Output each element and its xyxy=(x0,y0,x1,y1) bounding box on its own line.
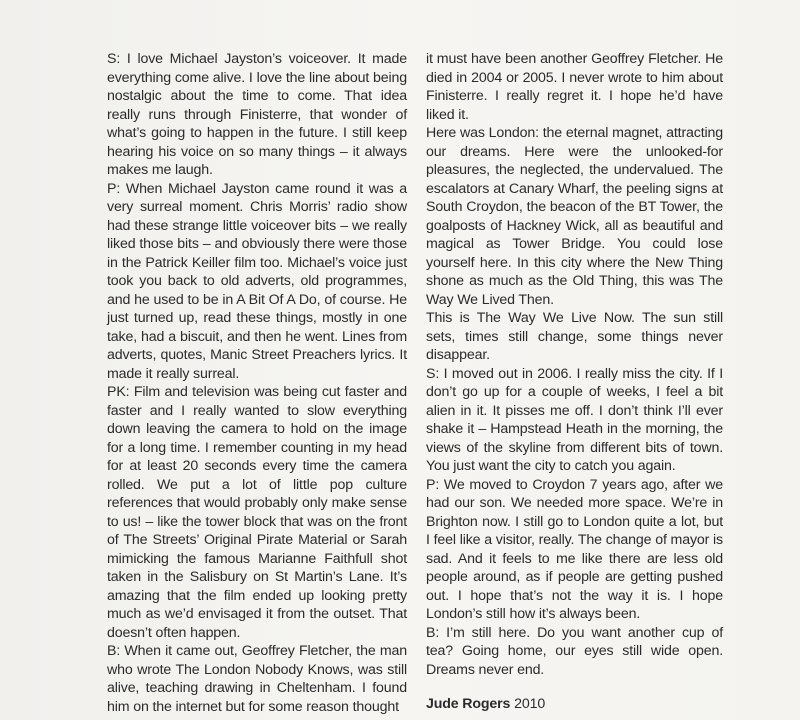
left-text-column xyxy=(107,50,407,716)
paragraph-here-was-london: Here was London: the eternal magnet, attracting our dreams. Here were the unlooked-for pleasures, the neglected, the undervalued. The escalators at Canary Wharf, the peeling signs at South Croydon, the beacon of the BT Tower, the goalposts of Hackney Wick, all as beautiful and magical as Tower Bridge. You could lose yourself here. In this city where the New Thing shone as much as the Old Thing, this was The Way We Lived Then. xyxy=(426,125,723,308)
paragraph-way-we-live-now: This is The Way We Live Now. The sun still sets, times still change, some things never disappear. xyxy=(426,310,723,363)
signature xyxy=(426,695,723,714)
paragraph-fletcher-continued: it must have been another Geoffrey Fletcher. He died in 2004 or 2005. I never wrote to him about Finisterre. I really regret it. I hope he’d have liked it. xyxy=(426,51,723,123)
paragraph-b-fletcher: B: When it came out, Geoffrey Fletcher, the man who wrote The London Nobody Knows, was still alive, teaching drawing in Cheltenham. I found him on the internet but for some reason thought xyxy=(107,643,407,715)
paragraph-s-voiceover: S: I love Michael Jayston’s voiceover. It made everything come alive. I love the line about being nostalgic about the time to come. That idea really runs through Finisterre, that wonder of what’s going to happen in the future. I still keep hearing his voice on so many things – it always makes me laugh. xyxy=(107,51,407,178)
signature-year: 2010 xyxy=(514,696,546,712)
paragraph-p-jayston: P: When Michael Jayston came round it was a very surreal moment. Chris Morris’ radio show had these strange little voiceover bits – we really liked those bits – and obviously there were those in the Patrick Keiller film too. Michael’s voice just took you back to old adverts, old programmes, and he used to be in A Bit Of A Do, of course. He just turned up, read these things, mostly in one take, had a biscuit, and then he went. Lines from adverts, quotes, Manic Street Preachers lyrics. It made it really surreal. xyxy=(107,180,407,382)
paragraph-b-still-here: B: I’m still here. Do you want another cup of tea? Going home, our eyes still wide open. Dreams never end. xyxy=(426,624,723,678)
author-name: Jude Rogers xyxy=(426,696,511,712)
paragraph-pk-film: PK: Film and television was being cut faster and faster and I really wanted to slow everything down leaving the camera to hold on the image for a long time. I remember counting in my head for at least 20 seconds every time the camera rolled. We put a lot of little pop culture references that would probably only make sense to us! – like the tower block that was on the front of The Streets’ Original Pirate Material or Sarah mimicking the famous Marianne Faithfull shot taken in the Salisbury on St Martin’s Lane. It’s amazing that the film ended up looking pretty much as we’d envisaged it from the outset. That doesn’t often happen. xyxy=(107,384,407,641)
paragraph-p-croydon: P: We moved to Croydon 7 years ago, after we had our son. We needed more space. We’re in Brighton now. I still go to London quite a lot, but I feel like a visitor, really. The change of mayor is sad. And it feels to me like there are less old people around, as if people are getting pushed out. I hope that’s not the way it is. I hope London’s still how it’s always been. xyxy=(426,476,723,622)
paragraph-s-moved-out: S: I moved out in 2006. I really miss the city. If I don’t go up for a couple of weeks, I feel a bit alien in it. It pisses me off. I don’t think I’ll ever shake it – Hampstead Heath in the morning, the views of the skyline from different bits of town. You just want the city to catch you again. xyxy=(426,365,723,474)
right-text-column xyxy=(426,50,723,714)
